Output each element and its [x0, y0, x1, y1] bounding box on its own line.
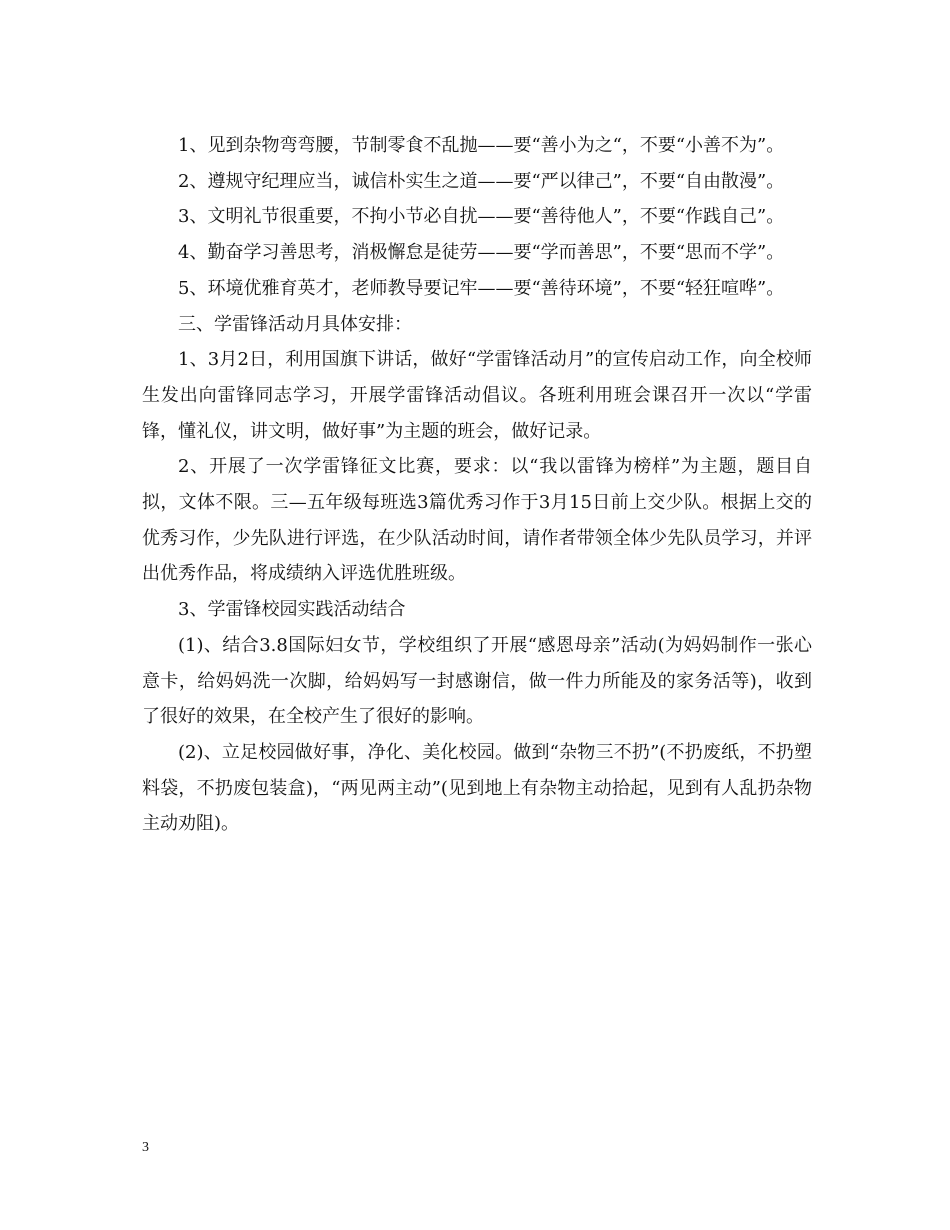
- page-number: 3: [142, 1140, 149, 1155]
- paragraph-rule-4: 4、勤奋学习善思考，消极懈怠是徒劳——要“学而善思”，不要“思而不学”。: [178, 242, 785, 264]
- paragraph-item-3: 3、学雷锋校园实践活动结合: [178, 599, 406, 621]
- document-body: [142, 128, 812, 842]
- paragraph-item-1: 1、3月2日，利用国旗下讲话，做好“学雷锋活动月”的宣传启动工作，向全校师生发出向雷锋同志学习，开展学雷锋活动倡议。各班利用班会课召开一次以“学雷锋，懂礼仪，讲文明，做好事”为主题的班会，做好记录。: [142, 349, 812, 442]
- section-heading: 三、学雷锋活动月具体安排：: [178, 313, 412, 335]
- paragraph-rule-1: 1、见到杂物弯弯腰，节制零食不乱抛——要“善小为之“，不要“小善不为”。: [178, 135, 785, 156]
- paragraph-rule-2: 2、遵规守纪理应当，诚信朴实生之道——要“严以律己”，不要“自由散漫”。: [178, 170, 785, 192]
- paragraph-rule-5: 5、环境优雅育英才，老师教导要记牢——要“善待环境”，不要“轻狂喧哗”。: [178, 277, 785, 299]
- paragraph-item-2: 2、开展了一次学雷锋征文比赛，要求：以“我以雷锋为榜样”为主题，题目自拟，文体不限。三—五年级每班选3篇优秀习作于3月15日前上交少队。根据上交的优秀习作，少先队进行评选，在少队活动时间，请作者带领全体少先队员学习，并评出优秀作品，将成绩纳入评选优胜班级。: [142, 456, 812, 585]
- paragraph-subitem-1: (1)、结合3.8国际妇女节，学校组织了开展“感恩母亲”活动(为妈妈制作一张心意卡，给妈妈洗一次脚，给妈妈写一封感谢信，做一件力所能及的家务活等)，收到了很好的效果，在全校产生了很好的影响。: [142, 634, 812, 728]
- paragraph-rule-3: 3、文明礼节很重要，不拘小节必自扰——要“善待他人”，不要“作践自己”。: [178, 206, 785, 228]
- paragraph-subitem-2: (2)、立足校园做好事，净化、美化校园。做到“杂物三不扔”(不扔废纸，不扔塑料袋，不扔废包装盒)，“两见两主动”(见到地上有杂物主动拾起，见到有人乱扔杂物主动劝阻)。: [142, 741, 812, 835]
